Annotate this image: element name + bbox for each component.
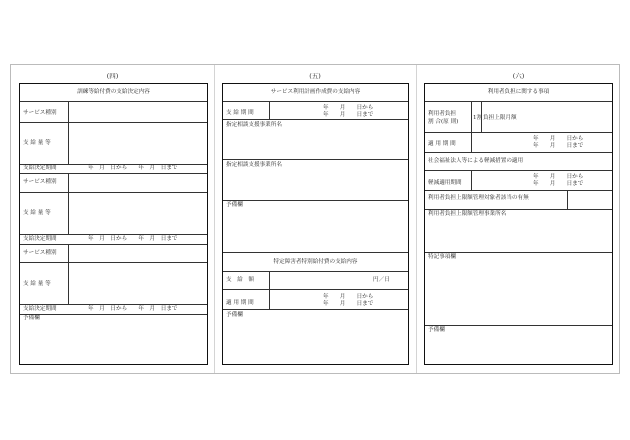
decision-period-value: 年 月 日から 年 月 日まで: [88, 165, 178, 171]
panel5-header: サービス利用計画作成費の支給内容: [270, 89, 361, 95]
decision-period-label: 支給決定期間: [23, 236, 57, 242]
panel5-number: (五): [309, 72, 321, 80]
service-type-label: サービス種別: [23, 179, 57, 185]
panel5-header2: 特定障害者特別給付費の支給内容: [273, 259, 358, 265]
applicable-period-label: 適 用 期 間: [428, 141, 456, 147]
applicable-period-to: 年 月 日まで: [533, 143, 584, 149]
supply-amount-label: 支 給 量 等: [23, 140, 51, 146]
supply-amount-label: 支 給 量 等: [23, 281, 51, 287]
panel6-number: (六): [512, 72, 525, 80]
cap-provider-label: 利用者負担上限額管理事業所名: [428, 211, 507, 217]
reduction-period-from: 年 月 日から: [533, 174, 584, 180]
special-notes-label: 特記事項欄: [428, 254, 456, 260]
provider-label: 指定相談支援事業所名: [226, 122, 282, 128]
service-type-label: サービス種別: [23, 250, 57, 256]
reduction-period-to: 年 月 日まで: [533, 181, 584, 187]
supply-period-from: 年 月 日から: [323, 105, 374, 111]
panel4-number: (四): [106, 72, 119, 80]
decision-period-label: 支給決定期間: [23, 306, 57, 312]
burden-rate-label: 割 合(原 則): [428, 119, 459, 125]
notes-label: 予備欄: [23, 315, 40, 321]
decision-period-label: 支給決定期間: [23, 165, 57, 171]
burden-rate-value: 1割: [473, 115, 483, 121]
applicable-period-from: 年 月 日から: [323, 294, 374, 300]
supply-amount-label: 支 給 量 等: [23, 210, 51, 216]
supply-period-label: 支 給 期 間: [226, 110, 254, 116]
service-type-label: サービス種別: [23, 110, 57, 116]
burden-rate-label: 利用者負担: [428, 111, 456, 117]
decision-period-value: 年 月 日から 年 月 日まで: [88, 236, 178, 242]
certificate-sheet: [10, 64, 620, 374]
applicable-period-label: 適 用 期 間: [226, 300, 254, 306]
reduction-period-label: 軽減適用期間: [428, 180, 462, 186]
fold-line: [214, 65, 215, 373]
panel6-header: 利用者負担に関する事項: [487, 89, 550, 95]
burden-cap-label: 負担上限月額: [483, 115, 517, 121]
panel4-box: [19, 83, 208, 365]
yen-per-day: 円／日: [373, 277, 390, 283]
applicable-period-to: 年 月 日まで: [323, 301, 374, 307]
notes-label: 予備欄: [226, 312, 243, 318]
cap-management-label: 利用者負担上限額管理対象者該当の有無: [428, 195, 529, 201]
applicable-period-from: 年 月 日から: [533, 136, 584, 142]
panel6-box: [424, 83, 613, 365]
supply-period-to: 年 月 日まで: [323, 112, 374, 118]
social-welfare-label: 社会福祉法人等による軽減措置の適用: [428, 158, 524, 164]
panel4-header: 訓練等給付費の支給決定内容: [77, 89, 150, 95]
panel5-box: [222, 83, 409, 365]
fold-line: [416, 65, 417, 373]
supply-value-label: 支 給 額: [226, 277, 254, 283]
decision-period-value: 年 月 日から 年 月 日まで: [88, 306, 178, 312]
provider-label: 指定相談支援事業所名: [226, 162, 282, 168]
notes-label: 予備欄: [226, 202, 243, 208]
notes-label: 予備欄: [428, 327, 445, 333]
